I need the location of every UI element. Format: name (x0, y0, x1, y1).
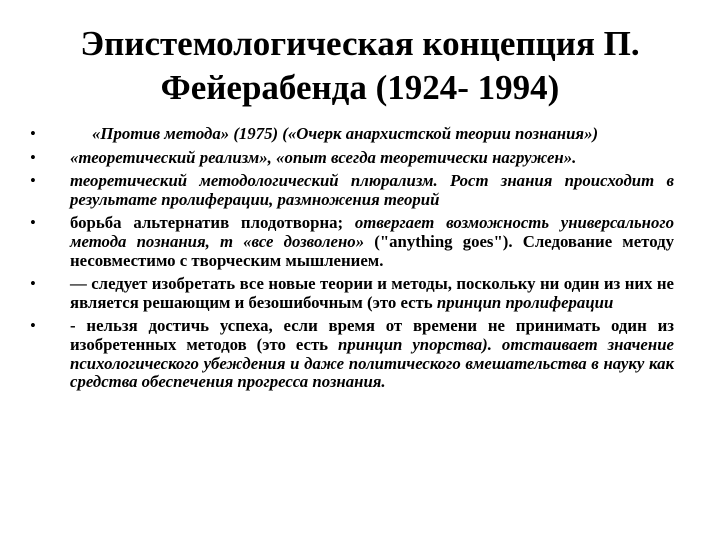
bullet-item-6 (30, 317, 674, 391)
slide-title-line-2: Фейерабенда (1924- 1994) (160, 68, 560, 107)
bullet-text-emphasis: принцип пролиферации (436, 292, 614, 312)
bullet-item-5 (30, 275, 674, 312)
bullet-list (30, 125, 674, 397)
bullet-dot-icon: • (30, 213, 36, 233)
bullet-dot-icon: • (30, 124, 36, 143)
bullet-text-emphasis: отстаивает значение психологического убеждения и даже политического вмешательства в науку как средства обеспечения прогресса познания. (70, 334, 674, 392)
bullet-item-1 (30, 125, 674, 144)
bullet-dot-icon: • (30, 171, 36, 191)
bullet-text (492, 335, 502, 354)
bullet-item-4 (30, 214, 674, 270)
bullet-dot-icon: • (30, 147, 36, 167)
bullet-text-emphasis: принцип упорства). (338, 334, 492, 354)
slide-title (40, 22, 680, 110)
bullet-text: теоретический методологический плюрализм. Рост знания происходит в результате пролиферации, размножения теорий (70, 171, 674, 209)
bullet-text: «теоретический реализм», «опыт всегда теоретически нагружен». (70, 147, 577, 167)
bullet-text: борьба альтернатив плодотворна; (70, 213, 355, 233)
bullet-text: «Против метода» (1975) («Очерк анархистской теории познания») (92, 124, 599, 143)
bullet-text: — следует изобретать все новые теории и методы, поскольку ни один из них не является решающим и безошибочным (это есть (70, 274, 674, 312)
bullet-text: ("anything goes"). Следование методу несовместимо с творческим мышлением. (70, 231, 674, 270)
bullet-text: - нельзя достичь успеха, если время от времени не принимать один из изобретенных методов (это есть (70, 316, 674, 354)
bullet-text-emphasis: отвергает возможность универсального метода познания, т «все дозволено» (70, 213, 674, 251)
bullet-item-3 (30, 172, 674, 209)
slide-title-line-1: Эпистемологическая концепция П. (80, 24, 640, 63)
bullet-dot-icon: • (30, 316, 36, 336)
bullet-dot-icon: • (30, 274, 36, 294)
bullet-item-2 (30, 149, 674, 168)
